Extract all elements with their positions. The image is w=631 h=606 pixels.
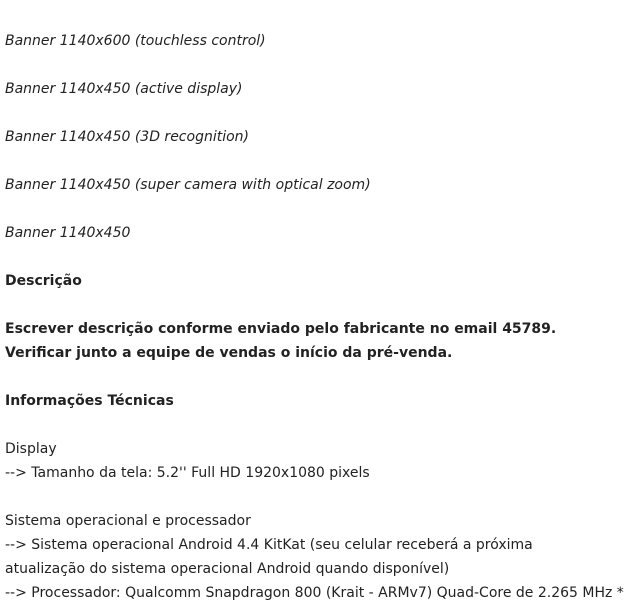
os-spec: --> Sistema operacional Android 4.4 KitKat (seu celular receberá a próxima atualização do sistema operacional Android quando disponível) [5, 537, 533, 577]
banner-item: Banner 1140x450 (super camera with optical zoom) [5, 177, 371, 193]
description-line: Verificar junto a equipe de vendas o início da pré-venda. [5, 345, 453, 361]
display-spec: --> Tamanho da tela: 5.2'' Full HD 1920x1080 pixels [5, 465, 370, 481]
technical-heading: Informações Técnicas [5, 393, 174, 409]
banner-item: Banner 1140x450 (3D recognition) [5, 129, 249, 145]
processor-spec: --> Processador: Qualcomm Snapdragon 800 (Krait - ARMv7) Quad-Core de 2.265 MHz * [5, 585, 624, 601]
os-title: Sistema operacional e processador [5, 513, 251, 529]
display-title: Display [5, 441, 57, 457]
description-heading: Descrição [5, 273, 82, 289]
banner-item: Banner 1140x450 [5, 225, 131, 241]
banner-item: Banner 1140x450 (active display) [5, 81, 243, 97]
banner-item: Banner 1140x600 (touchless control) [5, 33, 266, 49]
description-line: Escrever descrição conforme enviado pelo fabricante no email 45789. [5, 321, 557, 337]
